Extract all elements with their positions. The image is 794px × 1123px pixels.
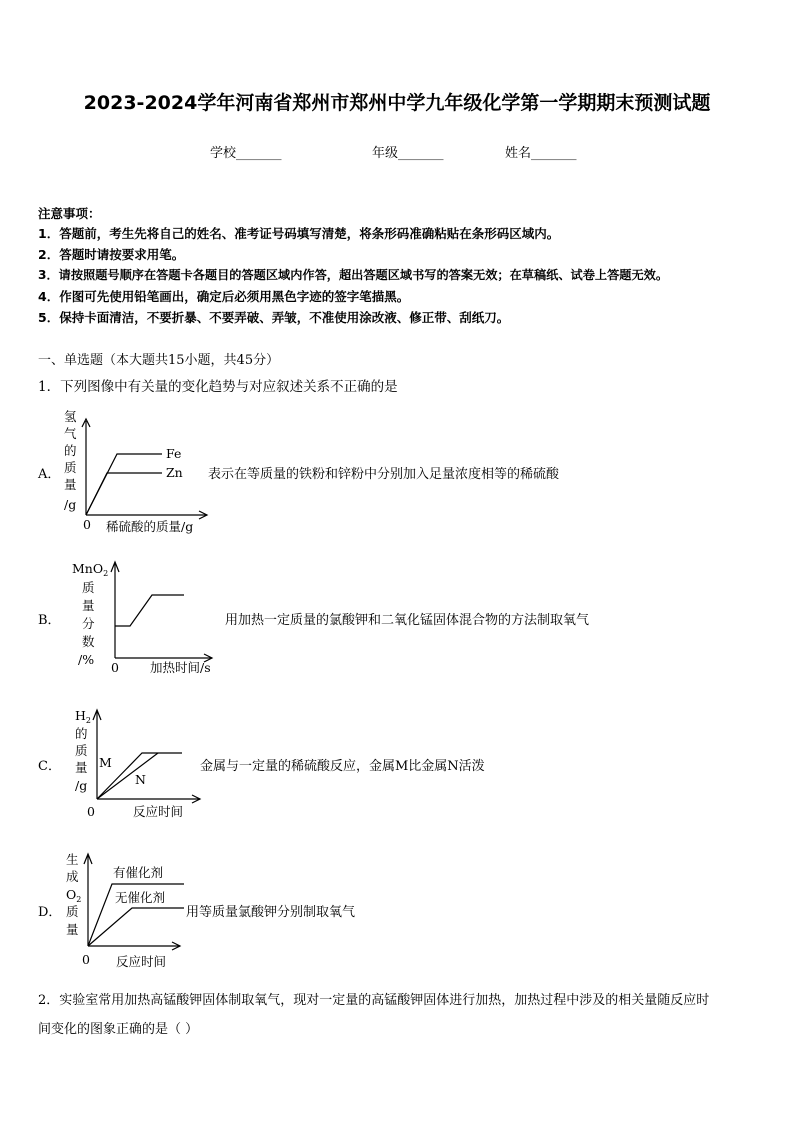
y-label-char: 质 [64, 460, 77, 475]
grade-field: 年级_______ [372, 146, 444, 161]
note-item: 3．请按照题号顺序在答题卡各题目的答题区域内作答，超出答题区域书写的答案无效；在草稿纸、试卷上答题无效。 [38, 268, 669, 282]
y-label-char: 量 [66, 922, 79, 937]
y-label-char: 生 [66, 852, 79, 867]
curve-mno2 [115, 595, 184, 626]
curve-zn-label: Zn [166, 465, 183, 480]
option-d-label: D． [38, 905, 62, 920]
y-label-char: 氢 [64, 409, 77, 424]
curve-no-catalyst [88, 908, 184, 946]
question-2-line1: 2．实验室常用加热高锰酸钾固体制取氧气，现对一定量的高锰酸钾固体进行加热，加热过程中涉及的相关量随反应时 [38, 993, 710, 1008]
graph-b [70, 558, 230, 678]
curve-fe-label: Fe [166, 446, 182, 461]
question-1-stem: 1．下列图像中有关量的变化趋势与对应叙述关系不正确的是 [38, 379, 398, 395]
section-heading: 一、单选题（本大题共15小题，共45分） [38, 353, 280, 368]
note-item: 4．作图可先使用铅笔画出，确定后必须用黑色字迹的签字笔描黑。 [38, 289, 410, 304]
note-item: 5．保持卡面清洁，不要折暴、不要弄破、弄皱，不准使用涂改液、修正带、刮纸刀。 [38, 310, 510, 325]
origin-label: 0 [83, 517, 91, 532]
note-item: 2．答题时请按要求用笔。 [38, 247, 185, 262]
curve-fe [86, 454, 162, 515]
graph-a [55, 405, 215, 535]
y-label-head: $H_2$ [75, 708, 91, 725]
y-label-char: 质 [75, 743, 88, 758]
y-label-char: 成 [66, 869, 79, 884]
option-a-label: A． [38, 467, 61, 482]
y-label-char: 数 [82, 634, 95, 649]
curve-catalyst-label: 有催化剂 [113, 865, 164, 880]
x-axis-label: 反应时间 [116, 954, 167, 969]
y-label-char: 的 [64, 443, 77, 458]
option-c-text: 金属与一定量的稀硫酸反应，金属M比金属N活泼 [200, 759, 485, 774]
origin-label: 0 [111, 660, 119, 675]
school-field: 学校_______ [210, 146, 282, 161]
y-label-char: 质 [66, 904, 79, 919]
y-label-char: /% [78, 652, 95, 667]
curve-no-catalyst-label: 无催化剂 [115, 890, 166, 905]
name-field: 姓名_______ [505, 146, 577, 161]
x-axis-label: 反应时间 [133, 804, 184, 819]
question-2-line2: 间变化的图象正确的是（ ） [38, 1022, 199, 1037]
y-label-char: /g [64, 497, 77, 512]
option-b-label: B． [38, 613, 61, 628]
curve-n-label: N [135, 772, 146, 787]
page-title: 2023-2024学年河南省郑州市郑州中学九年级化学第一学期期末预测试题 [83, 92, 711, 114]
y-label-char: 的 [75, 726, 88, 741]
graph-c [70, 706, 210, 826]
x-axis-label: 稀硫酸的质量/g [106, 519, 194, 534]
curve-m-label: M [99, 755, 112, 770]
x-axis-label: 加热时间/s [150, 660, 211, 675]
y-label-char: 量 [82, 598, 95, 613]
y-label-char: 量 [75, 760, 88, 775]
y-label-char: 气 [64, 426, 77, 441]
graph-d [60, 848, 200, 973]
option-a-text: 表示在等质量的铁粉和锌粉中分别加入足量浓度相等的稀硫酸 [208, 467, 560, 482]
y-label-o: $O_2$ [66, 887, 82, 904]
option-b-text: 用加热一定质量的氯酸钾和二氧化锰固体混合物的方法制取氧气 [225, 613, 590, 628]
option-c-label: C． [38, 759, 61, 774]
origin-label: 0 [82, 952, 90, 967]
option-d-text: 用等质量氯酸钾分别制取氧气 [186, 905, 356, 920]
origin-label: 0 [87, 804, 95, 819]
y-label-head: MnO$_2$ [72, 561, 109, 578]
y-label-char: 分 [82, 616, 95, 631]
y-label-char: 质 [82, 580, 95, 595]
y-label-char: /g [75, 778, 88, 793]
y-label-char: 量 [64, 477, 77, 492]
note-item: 1．答题前，考生先将自己的姓名、准考证号码填写清楚，将条形码准确粘贴在条形码区域内。 [38, 226, 560, 241]
curve-zn [86, 473, 162, 515]
notes-heading: 注意事项： [38, 206, 101, 221]
